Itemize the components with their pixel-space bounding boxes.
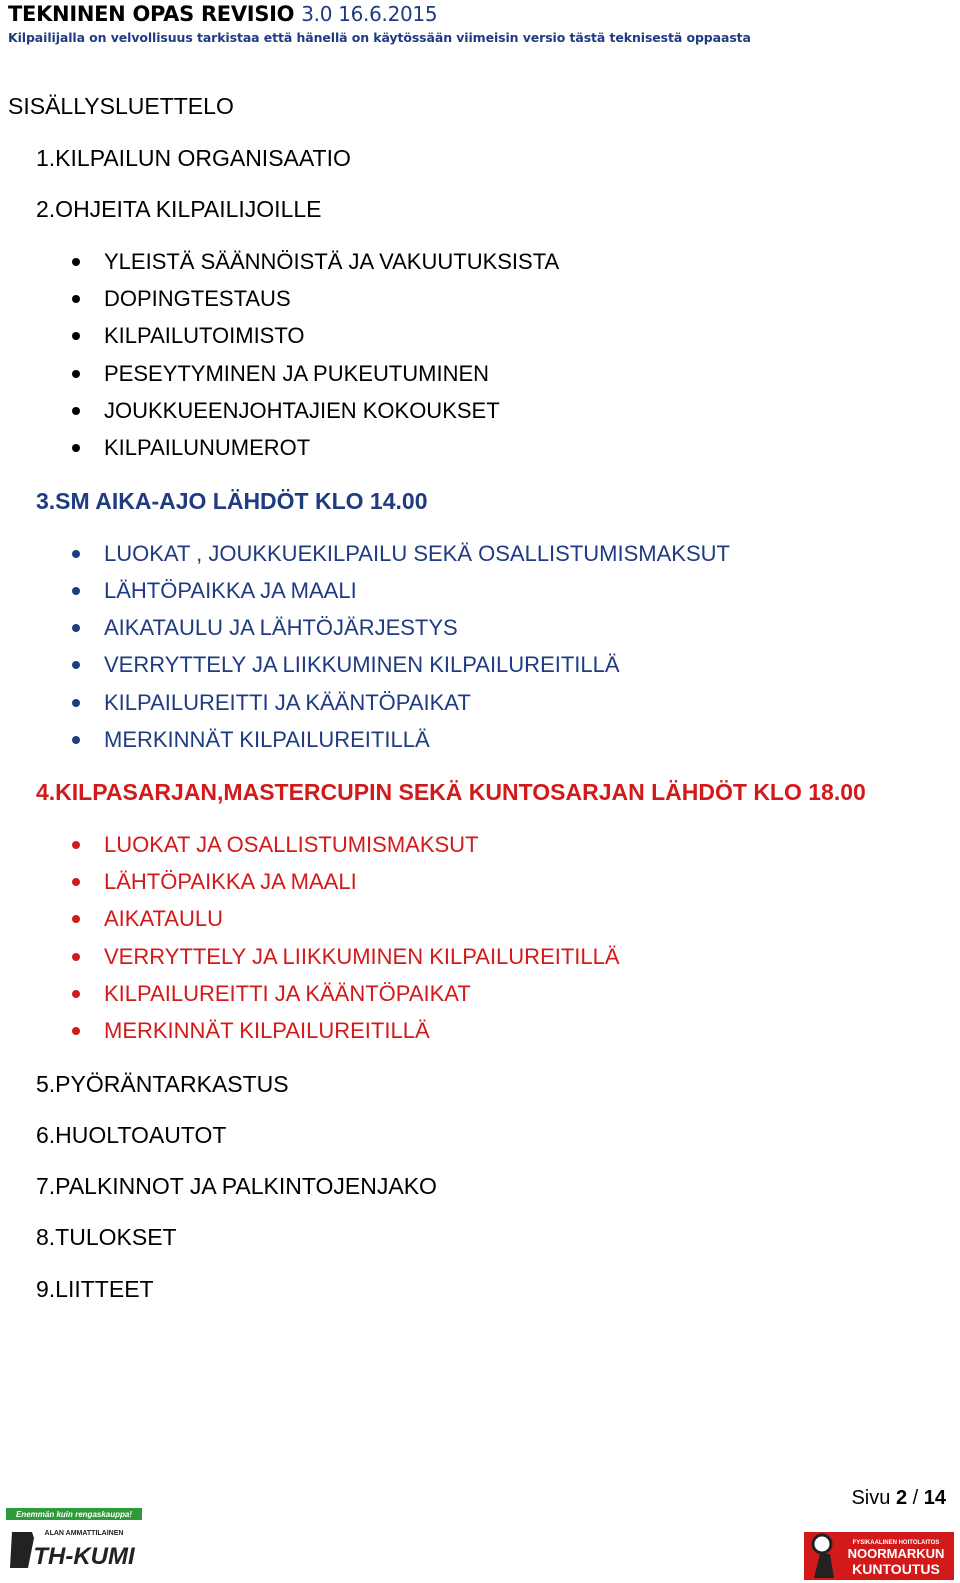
list-item-label: KILPAILUREITTI JA KÄÄNTÖPAIKAT [104, 981, 471, 1006]
list-item-label: AIKATAULU [104, 906, 223, 931]
bullet-icon [72, 370, 80, 378]
list-item-label: LÄHTÖPAIKKA JA MAALI [104, 869, 357, 894]
page-prefix: Sivu [851, 1487, 891, 1509]
toc-section-8: 8.TULOKSET [36, 1224, 177, 1250]
bullet-icon [72, 295, 80, 303]
bullet-icon [72, 841, 80, 849]
list-item-label: MERKINNÄT KILPAILUREITILLÄ [104, 727, 430, 752]
list-item-label: AIKATAULU JA LÄHTÖJÄRJESTYS [104, 615, 458, 640]
toc-heading: SISÄLLYSLUETTELO [8, 93, 234, 119]
toc-section-4: 4.KILPASARJAN,MASTERCUPIN SEKÄ KUNTOSARJAN LÄHDÖT KLO 18.00 [36, 779, 866, 805]
list-item-label: MERKINNÄT KILPAILUREITILLÄ [104, 1018, 430, 1043]
bullet-icon [72, 1027, 80, 1035]
bullet-icon [72, 915, 80, 923]
bullet-icon [72, 661, 80, 669]
toc-section-6: 6.HUOLTOAUTOT [36, 1122, 227, 1148]
list-item-label: LÄHTÖPAIKKA JA MAALI [104, 578, 357, 603]
bullet-icon [72, 878, 80, 886]
bullet-icon [72, 990, 80, 998]
logo-tagline: Enemmän kuin rengaskauppa! [15, 1510, 133, 1519]
list-item-label: VERRYTTELY JA LIIKKUMINEN KILPAILUREITILLÄ [104, 944, 620, 969]
document-title [8, 0, 952, 28]
list-item-label: LUOKAT , JOUKKUEKILPAILU SEKÄ OSALLISTUMISMAKSUT [104, 541, 730, 566]
list-item-label: KILPAILUNUMEROT [104, 435, 311, 460]
bullet-icon [72, 407, 80, 415]
bullet-icon [72, 444, 80, 452]
page-total: 14 [923, 1487, 946, 1509]
bullet-icon [72, 953, 80, 961]
list-item-label: KILPAILUTOIMISTO [104, 323, 305, 348]
bullet-icon [72, 699, 80, 707]
list-item-label: YLEISTÄ SÄÄNNÖISTÄ JA VAKUUTUKSISTA [104, 249, 560, 274]
list-item-label: JOUKKUEENJOHTAJIEN KOKOUKSET [104, 398, 500, 423]
list-item-label: DOPINGTESTAUS [104, 286, 291, 311]
toc-section-2: 2.OHJEITA KILPAILIJOILLE [36, 196, 322, 222]
list-item-label: KILPAILUREITTI JA KÄÄNTÖPAIKAT [104, 690, 471, 715]
toc-section-3: 3.SM AIKA-AJO LÄHDÖT KLO 14.00 [36, 488, 428, 514]
revision-text: 3.0 16.6.2015 [301, 2, 438, 26]
bullet-icon [72, 624, 80, 632]
page-separator: / [912, 1487, 919, 1509]
person-icon [813, 1535, 831, 1553]
bullet-icon [72, 587, 80, 595]
logo-line1: ALAN AMMATTILAINEN [44, 1530, 124, 1537]
logo-right-line2: NOORMARKUN [847, 1546, 945, 1561]
toc-section-7: 7.PALKINNOT JA PALKINTOJENJAKO [36, 1173, 437, 1199]
th-kumi-logo [6, 1508, 142, 1578]
bullet-icon [72, 258, 80, 266]
logo-right-line3: KUNTOUTUS [852, 1561, 940, 1577]
noormarkun-kuntoutus-logo [804, 1522, 954, 1580]
title-text: TEKNINEN OPAS REVISIO [8, 2, 295, 26]
bullet-icon [72, 736, 80, 744]
logo-right-line1: FYSIKAALINEN HOITOLAITOS [852, 1540, 940, 1546]
list-item-label: PESEYTYMINEN JA PUKEUTUMINEN [104, 361, 490, 386]
toc-section-5: 5.PYÖRÄNTARKASTUS [36, 1071, 289, 1097]
page-number [851, 1486, 946, 1510]
bullet-icon [72, 550, 80, 558]
list-item-label: VERRYTTELY JA LIIKKUMINEN KILPAILUREITILLÄ [104, 652, 620, 677]
page-current: 2 [895, 1487, 908, 1509]
document-subtitle: Kilpailijalla on velvollisuus tarkistaa että hänellä on käytössään viimeisin versio tästä teknisestä oppaasta [8, 30, 751, 45]
bullet-icon [72, 332, 80, 340]
document-header [8, 0, 952, 46]
toc-section-1: 1.KILPAILUN ORGANISAATIO [36, 145, 351, 171]
toc-section-9: 9.LIITTEET [36, 1276, 154, 1302]
logo-brand: TH-KUMI [33, 1543, 135, 1570]
list-item-label: LUOKAT JA OSALLISTUMISMAKSUT [104, 832, 479, 857]
